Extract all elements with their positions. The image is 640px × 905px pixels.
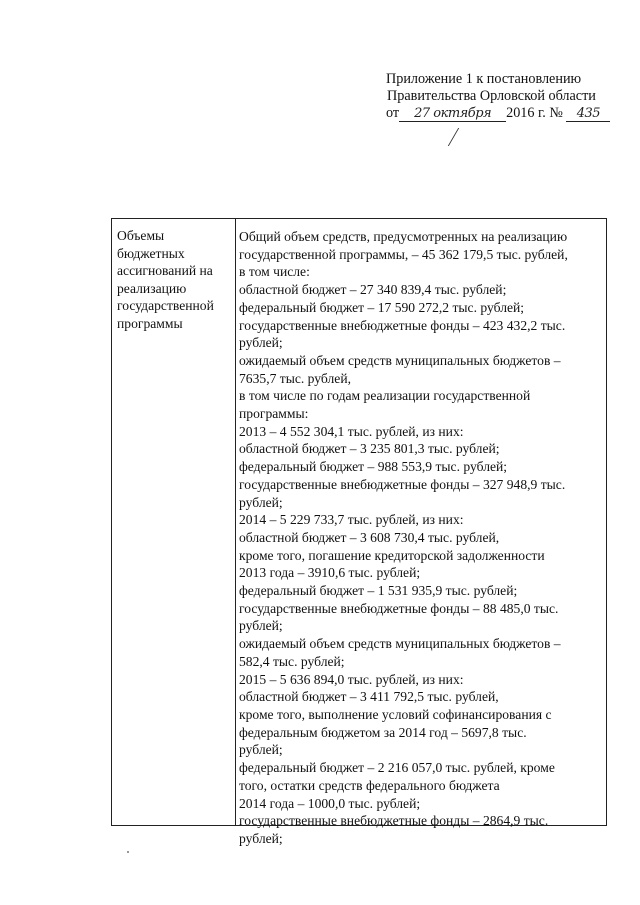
- content-line: государственные внебюджетные фонды – 327 948,9 тыс.: [239, 476, 566, 492]
- content-line: 582,4 тыс. рублей;: [239, 653, 345, 669]
- appendix-title: Приложение 1 к постановлению: [386, 71, 582, 87]
- content-line: ожидаемый объем средств муниципальных бюджетов –: [239, 352, 561, 368]
- content-line: областной бюджет – 3 411 792,5 тыс. рублей,: [239, 689, 499, 705]
- content-line: государственной программы, – 45 362 179,5 тыс. рублей,: [239, 246, 568, 262]
- appendix-issuer: Правительства Орловской области: [387, 88, 596, 104]
- content-line: федеральный бюджет – 17 590 272,2 тыс. рублей;: [239, 299, 525, 315]
- content-line: федеральный бюджет – 1 531 935,9 тыс. рублей;: [239, 583, 518, 599]
- appendix-date-line: [386, 105, 626, 122]
- content-line: 2013 – 4 552 304,1 тыс. рублей, из них:: [239, 423, 464, 439]
- content-line: государственные внебюджетные фонды – 423 432,2 тыс.: [239, 317, 566, 333]
- content-line: 7635,7 тыс. рублей,: [239, 370, 351, 386]
- content-line: Общий объем средств, предусмотренных на реализацию: [239, 229, 568, 244]
- content-line: рублей;: [239, 618, 283, 634]
- content-line: федеральный бюджет – 988 553,9 тыс. рублей;: [239, 459, 508, 475]
- label-line: программы: [117, 315, 183, 331]
- content-line: 2014 года – 1000,0 тыс. рублей;: [239, 795, 421, 811]
- budget-allocations-table: [111, 218, 607, 846]
- year-number-label: 2016 г. №: [506, 105, 563, 121]
- content-line: 2013 года – 3910,6 тыс. рублей;: [239, 565, 421, 581]
- content-line: 2014 – 5 229 733,7 тыс. рублей, из них:: [239, 512, 464, 528]
- handwritten-decree-number: 435: [566, 106, 610, 122]
- content-line: областной бюджет – 3 608 730,4 тыс. рублей,: [239, 529, 500, 545]
- content-line: в том числе:: [239, 264, 310, 280]
- row-content-cell: [239, 228, 601, 848]
- handwritten-date: 27 октября: [399, 106, 506, 122]
- content-line: федеральный бюджет – 2 216 057,0 тыс. рублей, кроме: [239, 760, 555, 776]
- content-line: кроме того, выполнение условий софинансирования с: [239, 706, 552, 722]
- content-line: областной бюджет – 3 235 801,3 тыс. рублей;: [239, 441, 500, 457]
- content-line: ожидаемый объем средств муниципальных бюджетов –: [239, 636, 561, 652]
- content-line: рублей;: [239, 830, 283, 846]
- content-line: областной бюджет – 27 340 839,4 тыс. рублей;: [239, 282, 507, 298]
- label-line: Объемы: [117, 228, 165, 243]
- row-label-cell: [117, 227, 233, 332]
- pen-stroke-mark: [448, 128, 473, 146]
- content-line: рублей;: [239, 494, 283, 510]
- label-line: ассигнований на: [117, 263, 213, 278]
- content-line: рублей;: [239, 335, 283, 351]
- content-line: рублей;: [239, 742, 283, 758]
- column-divider: [235, 219, 236, 825]
- content-line: 2015 – 5 636 894,0 тыс. рублей, из них:: [239, 671, 464, 687]
- label-line: бюджетных: [117, 245, 185, 261]
- content-line: того, остатки средств федерального бюджета: [239, 777, 500, 793]
- label-line: реализацию: [117, 280, 187, 296]
- content-line: кроме того, погашение кредиторской задолженности: [239, 547, 545, 563]
- date-prefix: от: [386, 105, 400, 121]
- content-line: в том числе по годам реализации государственной: [239, 388, 531, 404]
- appendix-header: [386, 71, 626, 122]
- scan-speck: [127, 851, 129, 853]
- content-line: государственные внебюджетные фонды – 88 485,0 тыс.: [239, 600, 559, 616]
- content-line: государственные внебюджетные фонды – 2864,9 тыс.: [239, 813, 549, 829]
- content-line: программы:: [239, 406, 309, 422]
- content-line: федеральным бюджетом за 2014 год – 5697,8 тыс.: [239, 724, 527, 740]
- label-line: государственной: [117, 298, 214, 313]
